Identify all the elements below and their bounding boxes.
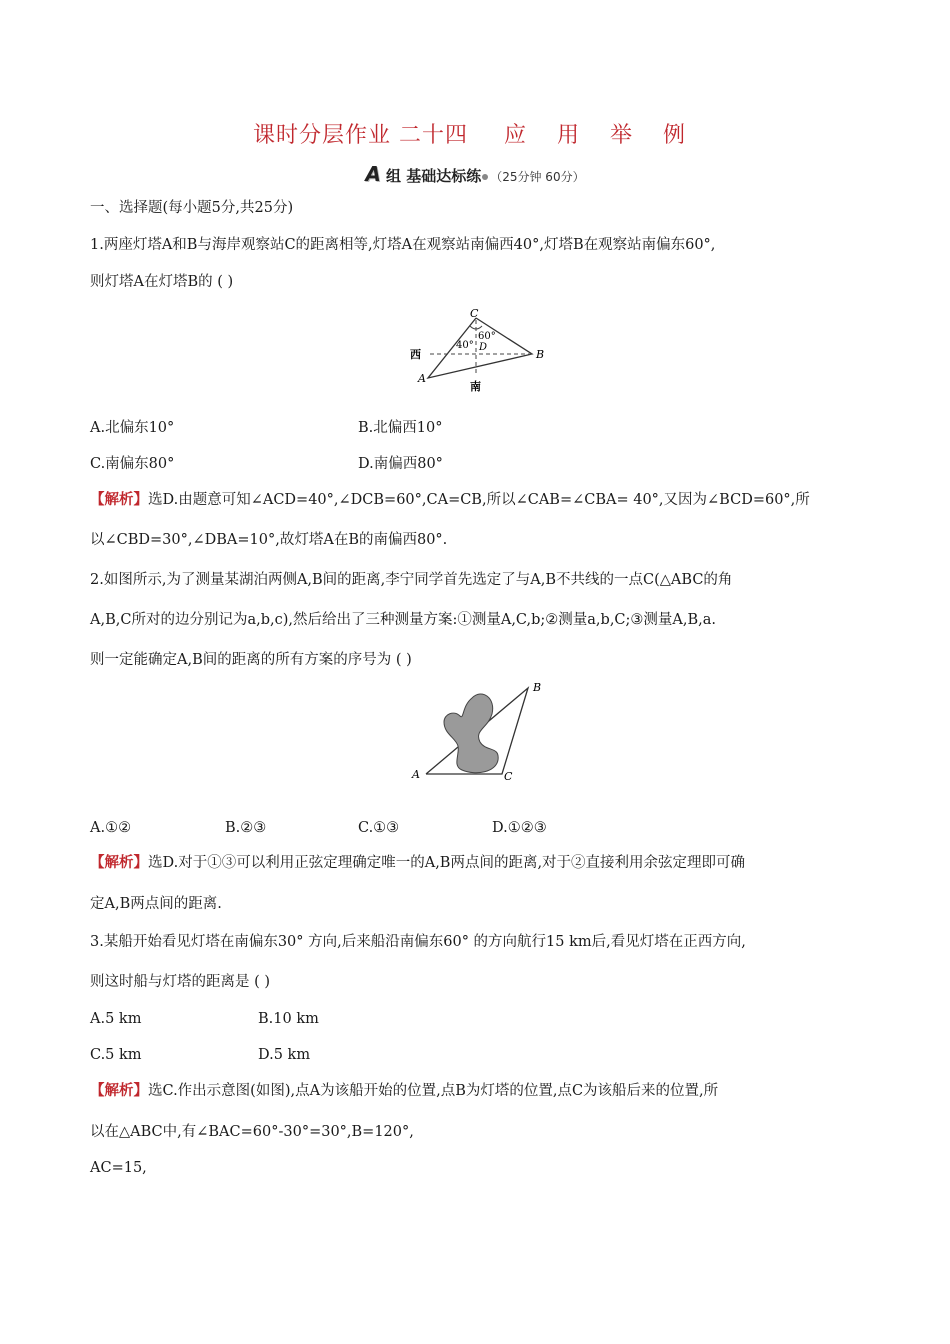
q2-answer-text1: 选D.对于①③可以利用正弦定理确定唯一的A,B两点间的距离,对于②直接利用余弦定理即可确 bbox=[148, 855, 746, 871]
q1-angle-left: 40° bbox=[456, 340, 474, 351]
q2-lake-shape bbox=[444, 694, 498, 773]
q1-answer-text1: 选D.由题意可知∠ACD=40°,∠DCB=60°,CA=CB,所以∠CAB=∠CBA= 40°,又因为∠BCD=60°,所 bbox=[148, 492, 810, 508]
q3-option-b: B.10 km bbox=[258, 1011, 319, 1027]
q1-answer-line1 bbox=[90, 490, 810, 510]
q3-option-c: C.5 km bbox=[90, 1047, 142, 1063]
q2-label-A: A bbox=[412, 768, 420, 781]
q2-label-B: B bbox=[533, 681, 542, 694]
section-heading: 一、选择题(每小题5分,共25分) bbox=[90, 200, 294, 216]
q1-option-b: B.北偏西10° bbox=[358, 420, 443, 436]
q2-figure bbox=[400, 676, 560, 788]
q2-option-a: A.①② bbox=[90, 820, 132, 836]
title-sub: 应 用 举 例 bbox=[504, 123, 697, 148]
q2-answer-line1 bbox=[90, 853, 745, 873]
q1-label-west: 西 bbox=[410, 348, 421, 361]
q1-option-d: D.南偏西80° bbox=[358, 456, 443, 472]
q1-angle-right: 60° bbox=[478, 331, 496, 342]
q1-option-a: A.北偏东10° bbox=[90, 420, 175, 436]
q3-answer-line1 bbox=[90, 1081, 718, 1101]
q1-figure bbox=[400, 302, 560, 398]
q3-text-line1: 3.某船开始看见灯塔在南偏东30° 方向,后来船沿南偏东60° 的方向航行15 km后,看见灯塔在正西方向, bbox=[90, 934, 746, 950]
q1-option-c: C.南偏东80° bbox=[90, 456, 175, 472]
bullet-icon bbox=[482, 174, 488, 180]
q1-answer-tag: 【解析】 bbox=[90, 492, 148, 508]
q2-answer-tag: 【解析】 bbox=[90, 855, 148, 871]
q3-option-d: D.5 km bbox=[258, 1047, 311, 1063]
q3-option-a: A.5 km bbox=[90, 1011, 142, 1027]
group-header bbox=[0, 162, 950, 186]
q2-option-c: C.①③ bbox=[358, 820, 400, 836]
title-main: 课时分层作业 二十四 bbox=[253, 123, 468, 148]
q1-text-line1: 1.两座灯塔A和B与海岸观察站C的距离相等,灯塔A在观察站南偏西40°,灯塔B在观察站南偏东60°, bbox=[90, 237, 716, 253]
page-title bbox=[0, 118, 950, 149]
group-name: 组 基础达标练 bbox=[385, 167, 482, 185]
q2-text-line3: 则一定能确定A,B间的距离的所有方案的序号为 ( ) bbox=[90, 652, 412, 668]
q3-text-line2: 则这时船与灯塔的距离是 ( ) bbox=[90, 974, 271, 990]
q2-option-d: D.①②③ bbox=[492, 820, 547, 836]
q1-label-A: A bbox=[418, 372, 426, 385]
q2-answer-line2: 定A,B两点间的距离. bbox=[90, 896, 222, 912]
q1-label-south: 南 bbox=[470, 380, 481, 393]
q1-label-D: D bbox=[479, 342, 488, 353]
q3-answer-line2: 以在△ABC中,有∠BAC=60°-30°=30°,B=120°, bbox=[90, 1124, 414, 1140]
q2-label-C: C bbox=[504, 770, 513, 783]
q3-answer-tag: 【解析】 bbox=[90, 1083, 148, 1099]
q2-option-b: B.②③ bbox=[225, 820, 267, 836]
group-time: （25分钟 60分） bbox=[490, 170, 585, 184]
q1-label-C: C bbox=[470, 307, 479, 320]
q2-text-line2: A,B,C所对的边分别记为a,b,c),然后给出了三种测量方案:①测量A,C,b;②测量a,b,C;③测量A,B,a. bbox=[90, 612, 717, 628]
q1-label-B: B bbox=[536, 348, 545, 361]
q1-answer-line2: 以∠CBD=30°,∠DBA=10°,故灯塔A在B的南偏西80°. bbox=[90, 532, 448, 548]
group-letter: A bbox=[365, 162, 381, 186]
q3-answer-text1: 选C.作出示意图(如图),点A为该船开始的位置,点B为灯塔的位置,点C为该船后来的位置,所 bbox=[148, 1083, 719, 1099]
q2-text-line1: 2.如图所示,为了测量某湖泊两侧A,B间的距离,李宁同学首先选定了与A,B不共线的一点C(△ABC的角 bbox=[90, 572, 733, 588]
q3-answer-line3: AC=15, bbox=[90, 1160, 147, 1176]
q1-text-line2: 则灯塔A在灯塔B的 ( ) bbox=[90, 274, 234, 290]
